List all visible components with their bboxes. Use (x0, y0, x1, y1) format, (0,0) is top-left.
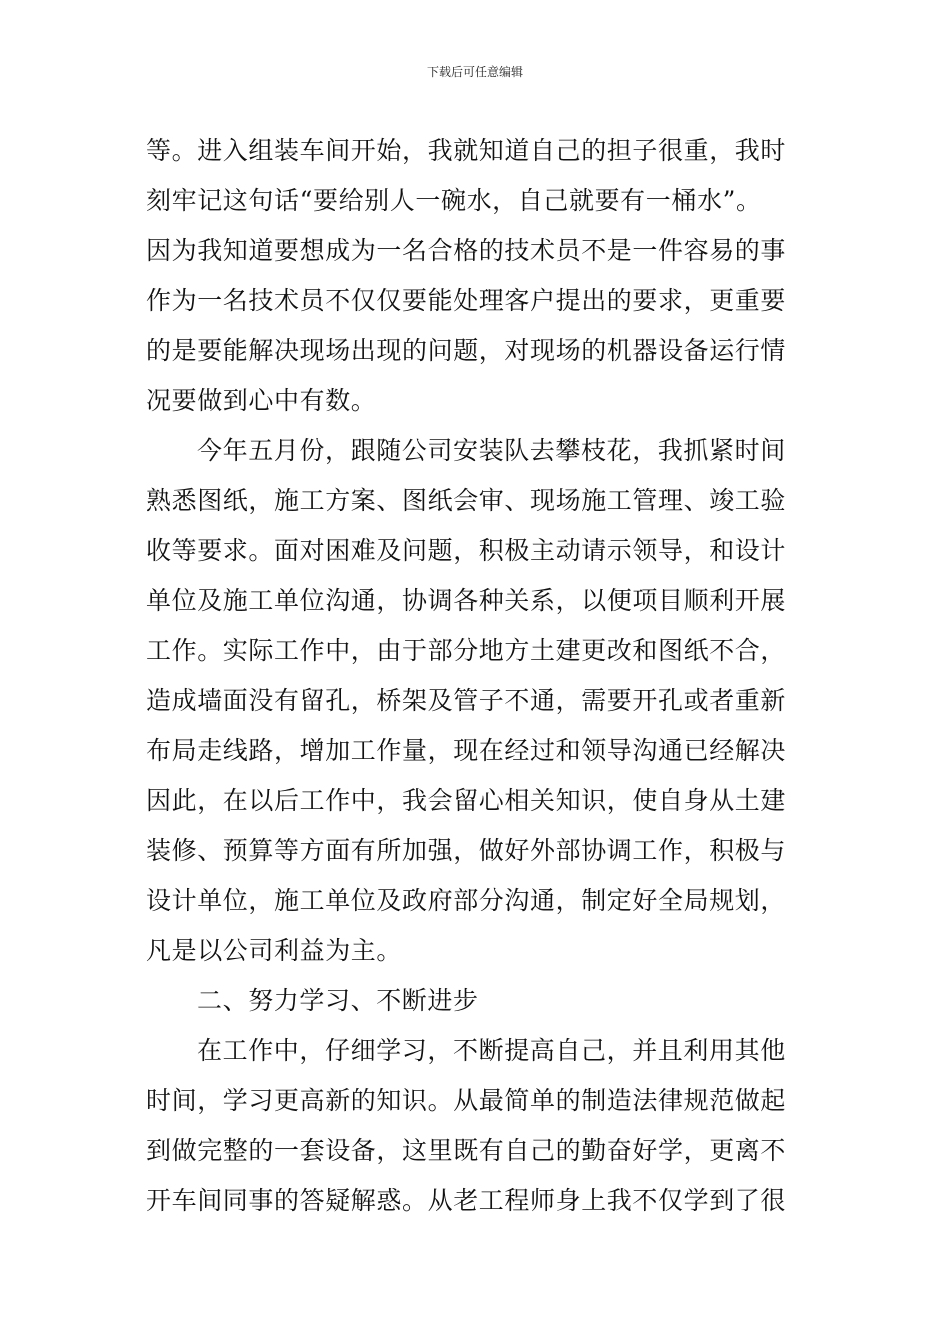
text-line: 作为一名技术员不仅仅要能处理客户提出的要求，更重要 (146, 286, 787, 315)
text-line: 在工作中，仔细学习，不断提高自己，并且利用其他 (197, 1036, 786, 1065)
text-line: 凡是以公司利益为主。 (146, 936, 403, 965)
text-line: 刻牢记这句话“要给别人一碗水，自己就要有一桶水”。 (146, 186, 762, 215)
text-line: 单位及施工单位沟通，协调各种关系，以便项目顺利开展 (146, 586, 787, 615)
text-line: 况要做到心中有数。 (146, 386, 377, 415)
text-line: 工作。实际工作中，由于部分地方土建更改和图纸不合， (146, 636, 787, 665)
text-line: 收等要求。面对困难及问题，积极主动请示领导，和设计 (146, 536, 787, 565)
text-line: 造成墙面没有留孔，桥架及管子不通，需要开孔或者重新 (146, 686, 787, 715)
text-line: 熟悉图纸，施工方案、图纸会审、现场施工管理、竣工验 (146, 486, 787, 515)
text-line: 等。进入组装车间开始，我就知道自己的担子很重，我时 (146, 136, 787, 165)
text-line: 时间，学习更高新的知识。从最简单的制造法律规范做起 (146, 1086, 787, 1115)
text-line: 因此，在以后工作中，我会留心相关知识，使自身从土建 (146, 786, 787, 815)
document-body (146, 126, 814, 1226)
text-line: 二、努力学习、不断进步 (197, 986, 479, 1015)
text-line: 装修、预算等方面有所加强，做好外部协调工作，积极与 (146, 836, 787, 865)
text-line: 设计单位，施工单位及政府部分沟通，制定好全局规划， (146, 886, 787, 915)
text-line: 因为我知道要想成为一名合格的技术员不是一件容易的事 (146, 236, 787, 265)
text-line: 到做完整的一套设备，这里既有自己的勤奋好学，更离不 (146, 1136, 787, 1165)
text-line: 布局走线路，增加工作量，现在经过和领导沟通已经解决 (146, 736, 787, 765)
page-header: 下载后可任意编辑 (426, 65, 523, 79)
text-line: 今年五月份，跟随公司安装队去攀枝花，我抓紧时间 (197, 436, 786, 465)
text-line: 的是要能解决现场出现的问题，对现场的机器设备运行情 (146, 336, 787, 365)
text-line: 开车间同事的答疑解惑。从老工程师身上我不仅学到了很 (146, 1186, 787, 1215)
